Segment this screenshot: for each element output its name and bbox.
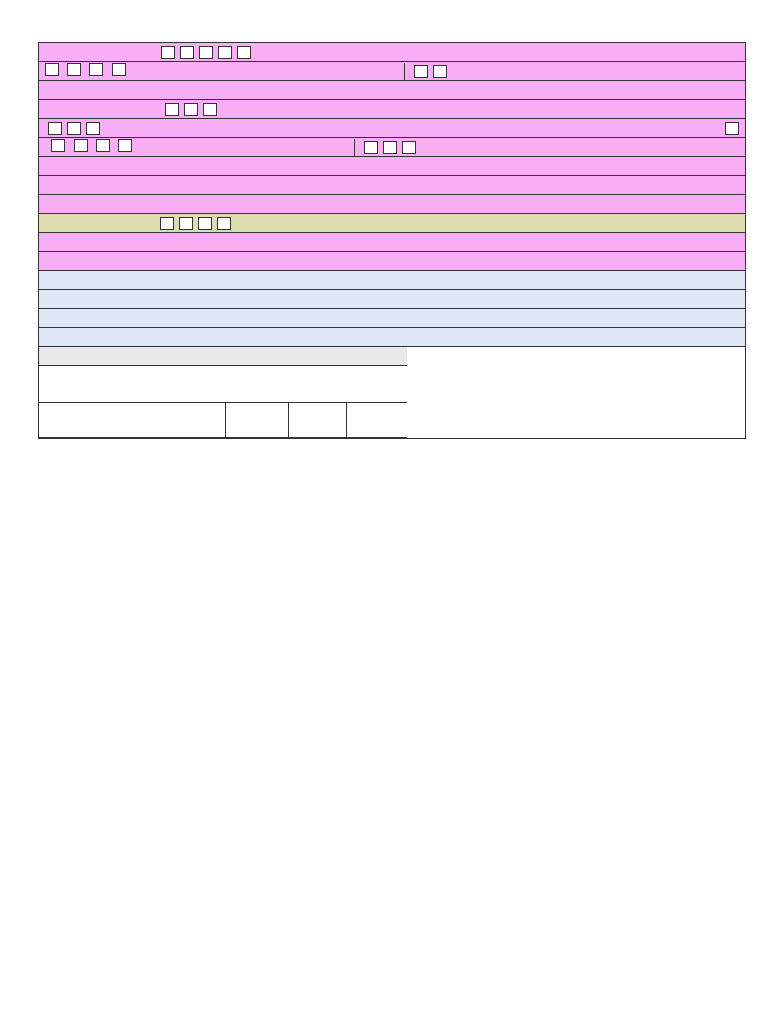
time-row-c16 (39, 271, 745, 290)
checkbox-delivery-attendance[interactable] (180, 46, 194, 59)
checkbox-c8a-yes[interactable] (51, 139, 65, 152)
patient-diagnosis-row (39, 43, 745, 62)
checkbox-female[interactable] (184, 103, 198, 116)
checkbox-c6-no[interactable] (67, 122, 81, 135)
checkbox-safe-surr[interactable] (237, 46, 251, 59)
checkbox-c8a-no[interactable] (74, 139, 88, 152)
c3-row (39, 100, 745, 119)
c7-unk-group (722, 122, 741, 135)
c8a-group (39, 139, 354, 156)
blank-header (39, 403, 225, 437)
checkbox-c8b-no[interactable] (383, 141, 397, 154)
condition-col-headers (39, 403, 407, 438)
checkbox-none[interactable] (161, 46, 175, 59)
c1-row (39, 62, 745, 81)
time-row-c14 (39, 233, 745, 252)
nicu-col-header (346, 403, 407, 439)
checkbox-emergent[interactable] (67, 63, 81, 76)
c1-group (39, 63, 404, 80)
checkbox-transport-er[interactable] (218, 46, 232, 59)
trips-note (39, 366, 407, 403)
time-row-text (39, 234, 520, 251)
c2-group (404, 63, 449, 80)
checkbox-nursery[interactable] (179, 217, 193, 230)
checkbox-transport-sending[interactable] (199, 46, 213, 59)
time-sequence-header (39, 157, 745, 176)
c8b-group (354, 139, 418, 156)
initial-col-header (288, 403, 346, 439)
checkbox-c8a-na[interactable] (118, 139, 132, 152)
time-row-text (39, 253, 520, 270)
checkbox-c6-yes[interactable] (48, 122, 62, 135)
checkbox-c7-unk[interactable] (725, 122, 739, 135)
checkbox-sched[interactable] (112, 63, 126, 76)
infant-condition-column (39, 347, 407, 438)
time-row-c12 (39, 195, 745, 214)
referral-col-header (225, 403, 288, 439)
checkbox-medical-serv[interactable] (414, 65, 428, 78)
checkbox-unk-sex[interactable] (203, 103, 217, 116)
time-row-text (39, 177, 520, 194)
time-row-c10 (39, 176, 745, 195)
checkbox-req-del[interactable] (45, 63, 59, 76)
checkbox-c6-unk[interactable] (86, 122, 100, 135)
infant-condition-header (39, 347, 407, 366)
time-row-text (39, 215, 520, 232)
checkbox-male[interactable] (165, 103, 179, 116)
checkbox-surf-unknown[interactable] (217, 217, 231, 230)
checkbox-surgery[interactable] (433, 65, 447, 78)
checkbox-c8b-yes[interactable] (364, 141, 378, 154)
time-row-c19 (39, 328, 745, 347)
checkbox-delivery-room[interactable] (160, 217, 174, 230)
transport-form (38, 26, 746, 439)
form-title (38, 26, 746, 42)
checkbox-c8a-unk[interactable] (96, 139, 110, 152)
time-row-c18 (39, 309, 745, 328)
c8-row (39, 138, 745, 157)
time-row-c17 (39, 290, 745, 309)
checkbox-surf-na[interactable] (198, 217, 212, 230)
critical-background-header (39, 81, 745, 100)
checkbox-urgent[interactable] (89, 63, 103, 76)
time-row-c15 (39, 252, 745, 271)
form-table (38, 42, 746, 439)
time-row-text (39, 196, 520, 213)
time-row-c9-13 (39, 214, 745, 233)
c6-row (39, 119, 745, 138)
condition-referral-section (39, 347, 745, 439)
checkbox-c8b-unk[interactable] (402, 141, 416, 154)
